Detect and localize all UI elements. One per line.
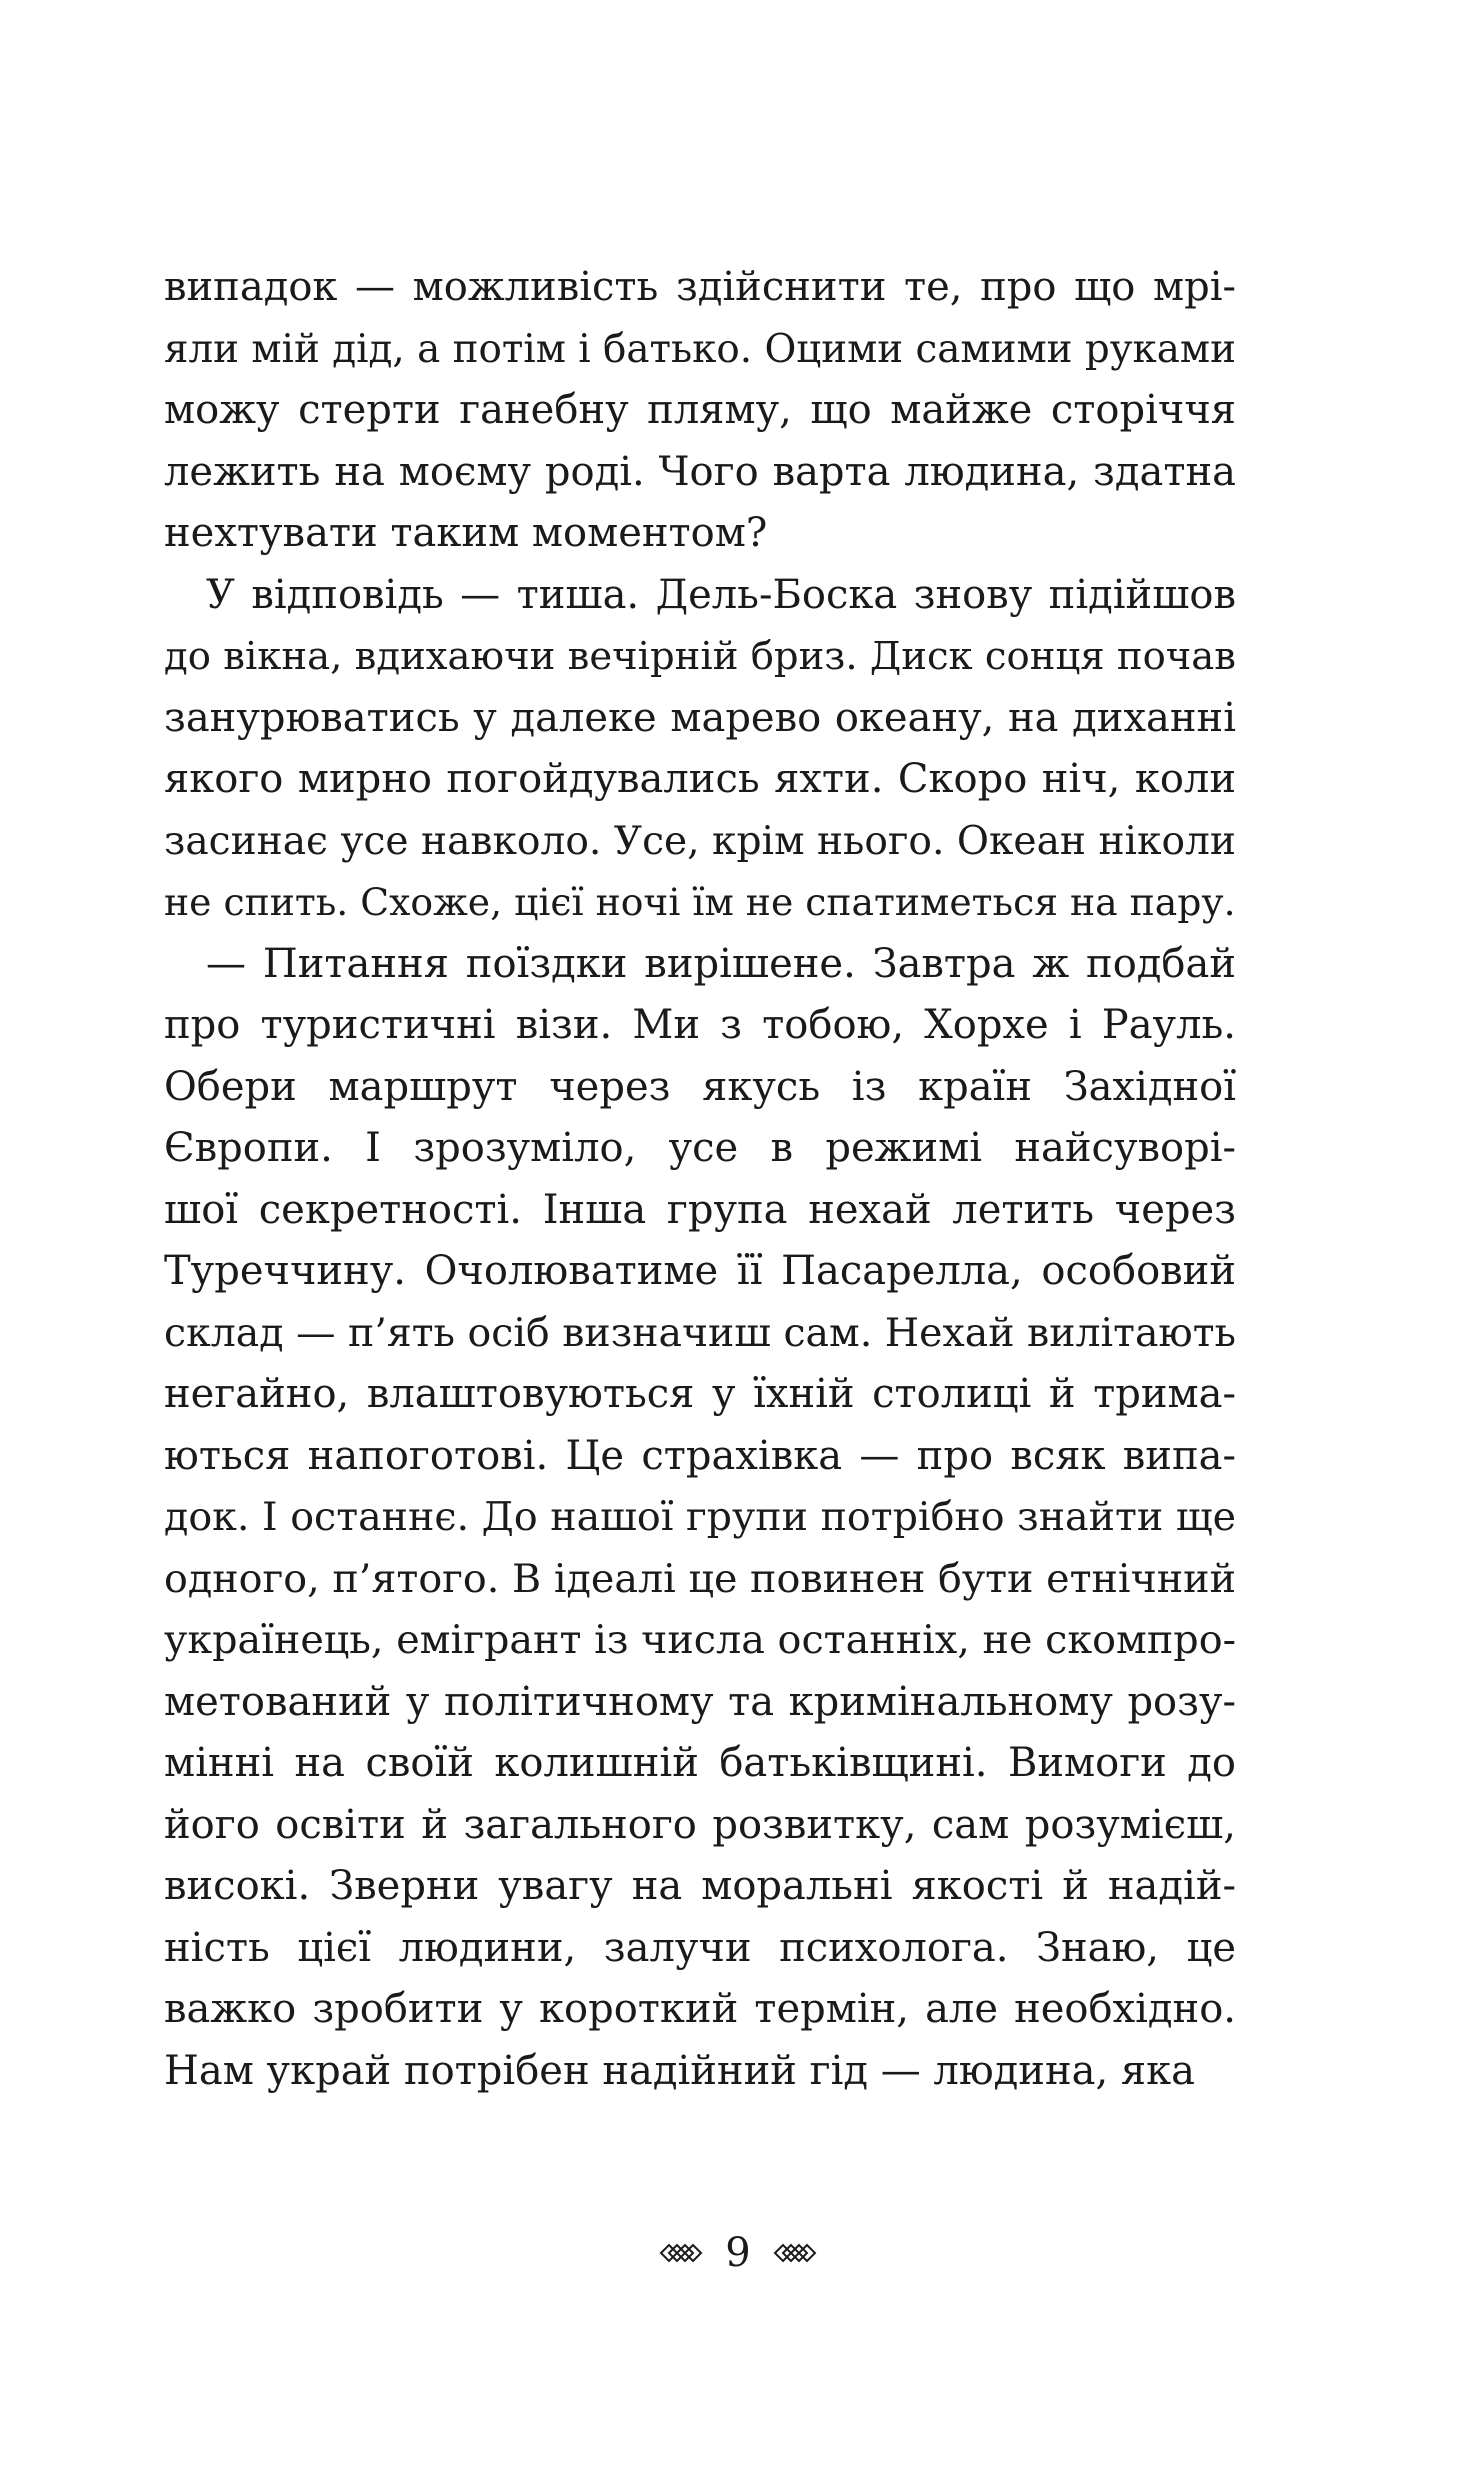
text-line: нехтувати таким моментом?: [164, 510, 768, 556]
page-number: 9: [725, 2230, 751, 2276]
knot-ornament-icon: [659, 2241, 703, 2265]
text-line: — Питання поїздки вирішене. Завтра ж подбай: [206, 940, 1236, 987]
text-line: можу стерти ганебну пляму, що майже сторіччя: [164, 387, 1236, 433]
text-line: про туристичні візи. Ми з тобою, Хорхе і Рауль.: [164, 1002, 1236, 1048]
text-line: мінні на своїй колишній батьківщині. Вимоги до: [164, 1740, 1236, 1786]
text-line: до вікна, вдихаючи вечірній бриз. Диск сонця почав: [164, 634, 1236, 679]
text-line: Туреччину. Очолюватиме її Пасарелла, особовий: [164, 1248, 1236, 1294]
text-line: Європи. І зрозуміло, усе в режимі найсуворі-: [164, 1125, 1236, 1171]
text-line: ються напоготові. Це страхівка — про всяк випа-: [164, 1432, 1236, 1479]
text-line: док. І останнє. До нашої групи потрібно знайти ще: [164, 1494, 1236, 1540]
text-line: українець, емігрант із числа останніх, не скомпро-: [164, 1617, 1236, 1663]
text-line: негайно, влаштовуються у їхній столиці й трима-: [164, 1371, 1236, 1417]
page-footer: [0, 2228, 1476, 2278]
knot-ornament-icon: [773, 2241, 817, 2265]
text-line: його освіти й загального розвитку, сам розумієш,: [164, 1801, 1236, 1848]
text-line: лежить на моєму роді. Чого варта людина, здатна: [164, 448, 1236, 495]
text-line: занурюватись у далеке марево океану, на диханні: [164, 694, 1236, 741]
body-text: [164, 257, 1236, 2102]
text-line: У відповідь — тиша. Дель-Боска знову підійшов: [206, 571, 1236, 618]
text-line: не спить. Схоже, цієї ночі їм не спатиметься на пару.: [164, 880, 1236, 924]
text-line: випадок — можливість здійснити те, про що мрі-: [164, 264, 1236, 310]
text-line: Нам украй потрібен надійний гід — людина, яка: [164, 2047, 1195, 2094]
text-line: шої секретності. Інша група нехай летить через: [164, 1186, 1236, 1233]
text-line: якого мирно погойдувались яхти. Скоро ніч, коли: [164, 756, 1236, 802]
text-line: важко зробити у короткий термін, але необхідно.: [164, 1986, 1236, 2032]
text-line: високі. Зверни увагу на моральні якості й надій-: [164, 1863, 1236, 1909]
text-line: склад — п’ять осіб визначиш сам. Нехай вилітають: [164, 1309, 1236, 1356]
text-line: метований у політичному та кримінальному розу-: [164, 1678, 1236, 1725]
text-line: яли мій дід, а потім і батько. Оцими самими руками: [164, 326, 1236, 372]
text-line: ність цієї людини, залучи психолога. Знаю, це: [164, 1924, 1236, 1971]
text-line: Обери маршрут через якусь із країн Західної: [164, 1063, 1236, 1110]
text-line: одного, п’ятого. В ідеалі це повинен бути етнічний: [164, 1555, 1236, 1602]
text-line: засинає усе навколо. Усе, крім нього. Океан ніколи: [164, 818, 1236, 864]
